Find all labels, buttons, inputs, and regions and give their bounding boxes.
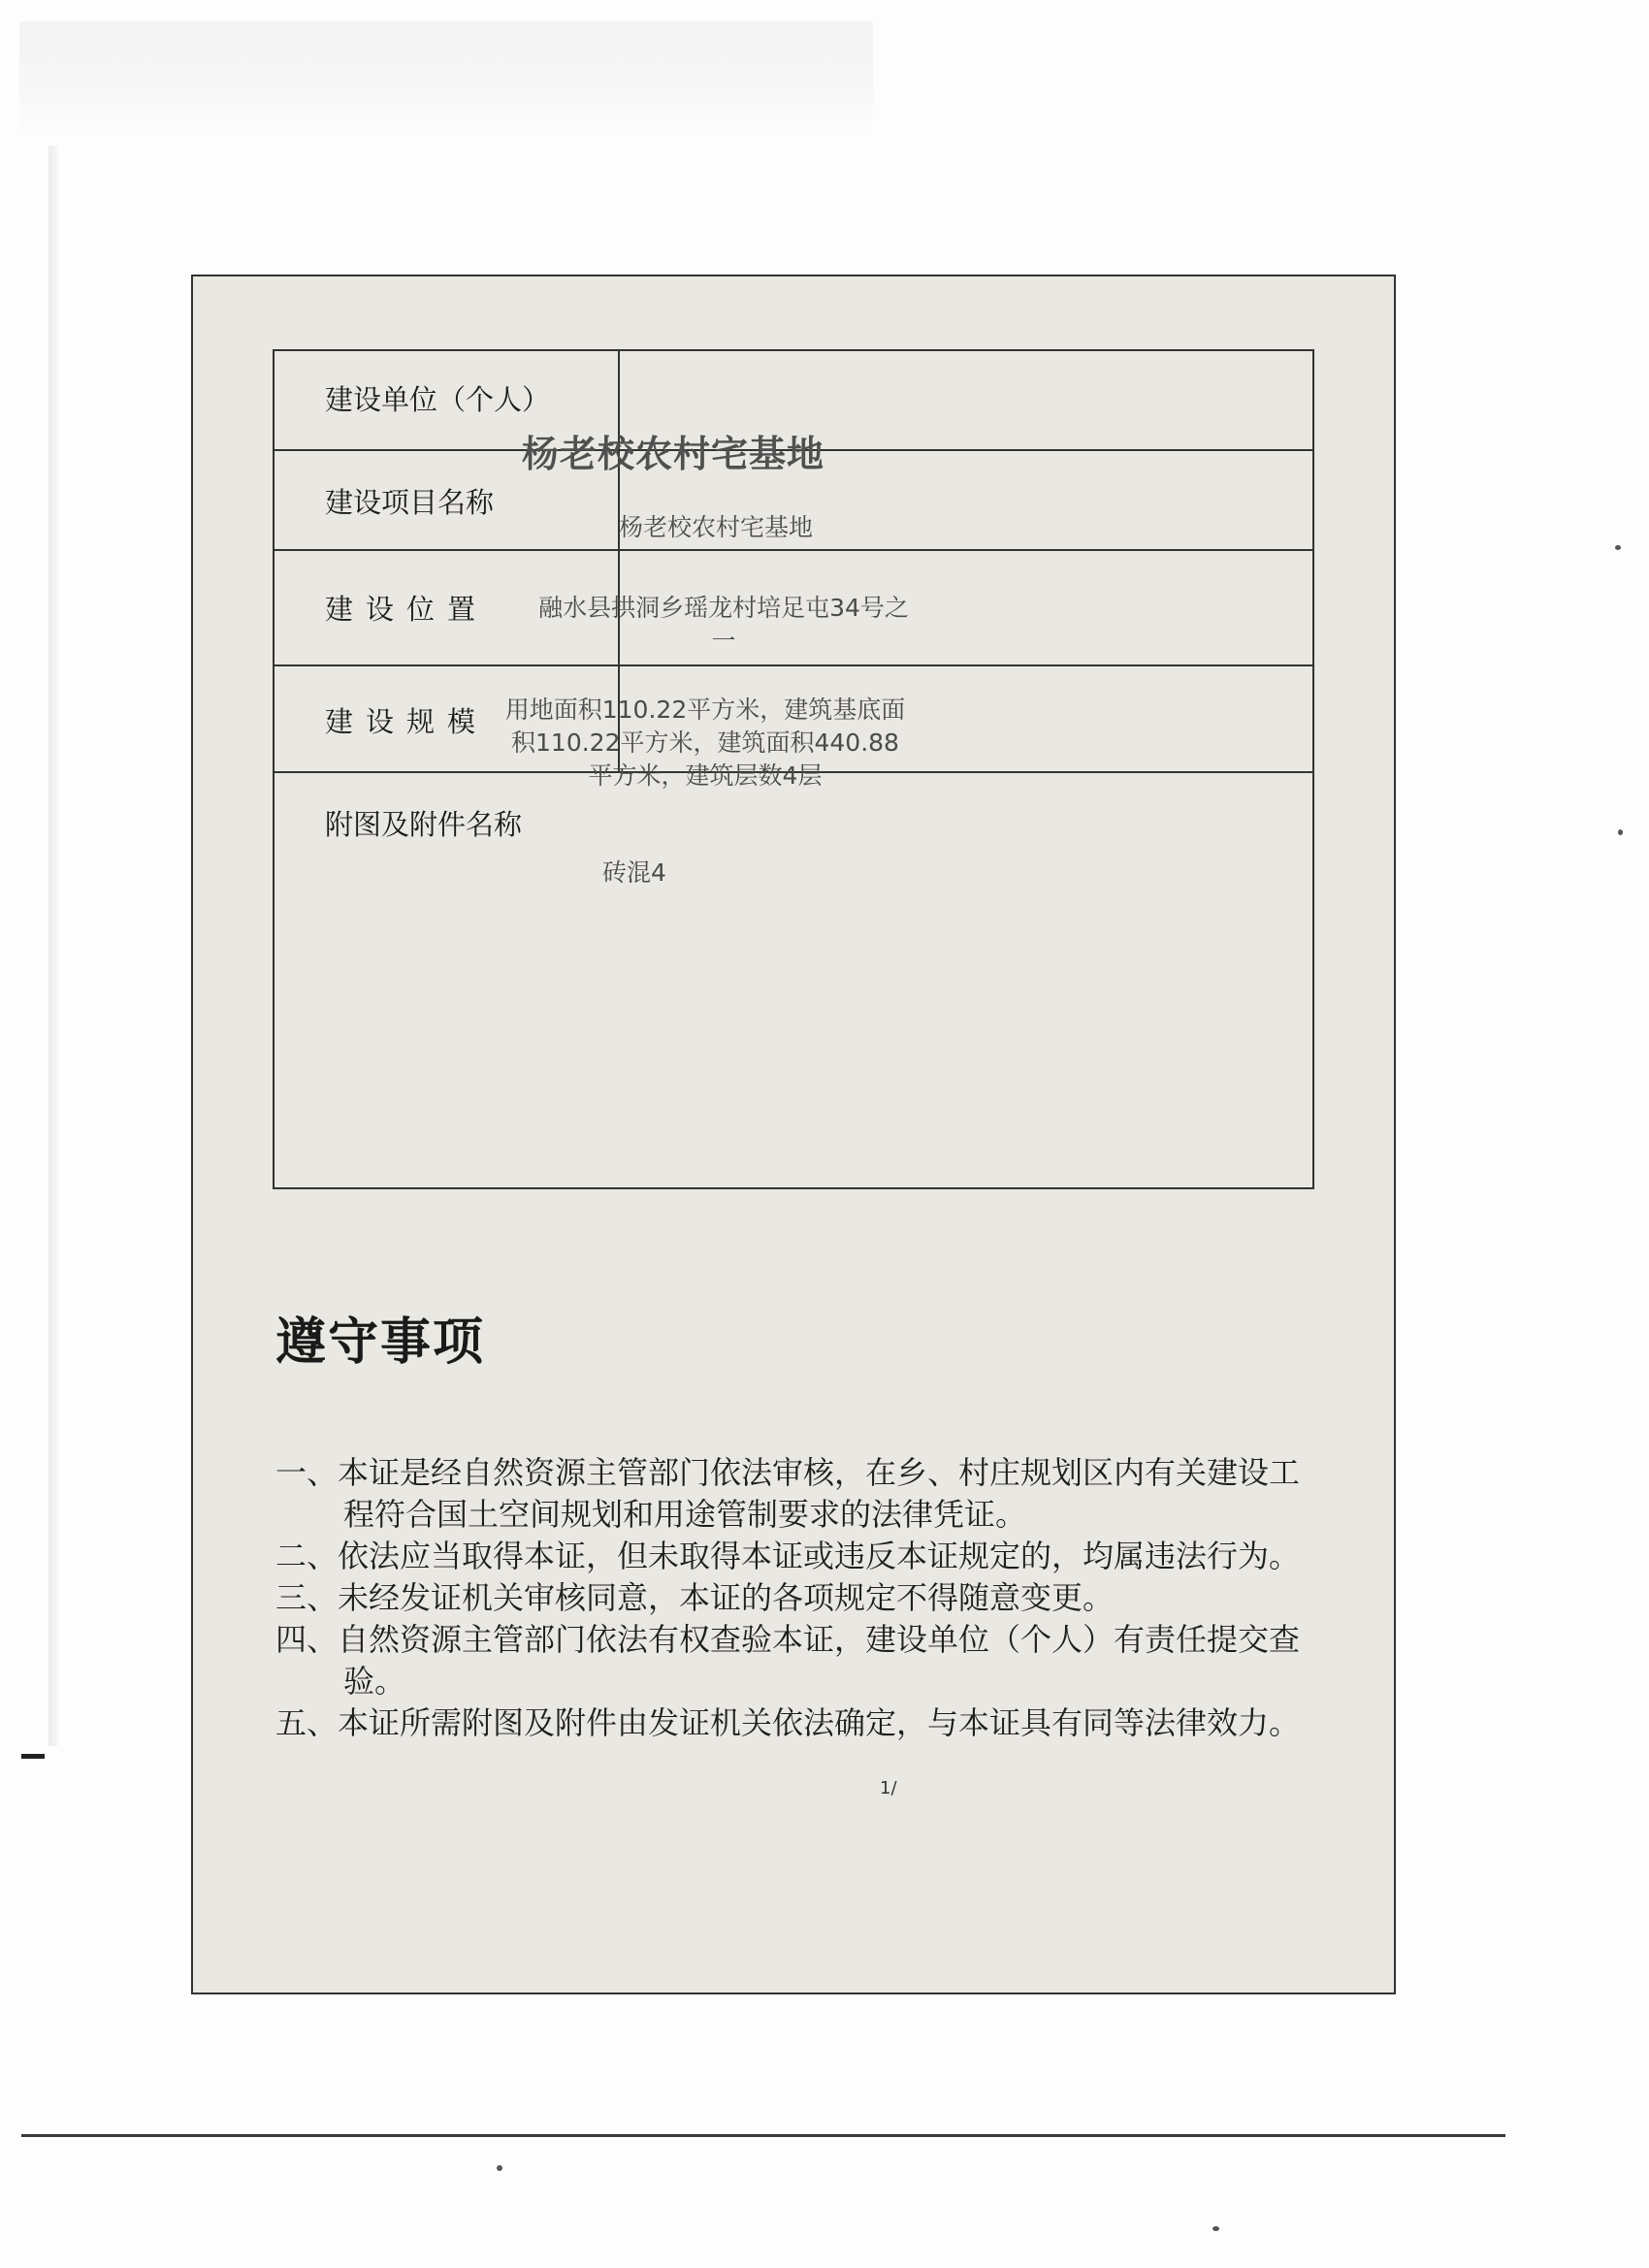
label-scale: 建设规模 bbox=[325, 705, 489, 738]
value-attachments: 砖混4 bbox=[602, 859, 666, 887]
label-construction-unit: 建设单位（个人） bbox=[325, 383, 551, 416]
certificate-page bbox=[191, 275, 1396, 1994]
value-project-name: 杨老校农村宅基地 bbox=[619, 513, 814, 541]
rule-item: 三、未经发证机关审核同意，本证的各项规定不得随意变更。 bbox=[275, 1579, 1115, 1616]
rule-item: 四、自然资源主管部门依法有权查验本证，建设单位（个人）有责任提交查验。 bbox=[275, 1621, 1301, 1700]
page-number: 1/ bbox=[880, 1778, 897, 1798]
scan-shadow-left bbox=[48, 146, 58, 1746]
label-location: 建设位置 bbox=[325, 593, 489, 626]
value-construction-unit: 杨老校农村宅基地 bbox=[522, 433, 825, 475]
rule-item: 五、本证所需附图及附件由发证机关依法确定，与本证具有同等法律效力。 bbox=[275, 1704, 1301, 1741]
scan-speck bbox=[1212, 2226, 1219, 2231]
value-scale: 用地面积110.22平方米，建筑基底面积110.22平方米，建筑面积440.88平方米，建筑层数4层 bbox=[504, 696, 906, 790]
label-attachments: 附图及附件名称 bbox=[325, 808, 523, 841]
rules-title: 遵守事项 bbox=[275, 1313, 486, 1372]
rule-item: 二、依法应当取得本证，但未取得本证或违反本证规定的，均属违法行为。 bbox=[275, 1538, 1301, 1574]
rules-list bbox=[275, 1452, 1323, 1744]
info-table bbox=[273, 349, 1314, 1189]
rule-item: 一、本证是经自然资源主管部门依法审核，在乡、村庄规划区内有关建设工程符合国土空间规划和用途管制要求的法律凭证。 bbox=[275, 1454, 1301, 1533]
scan-shadow-top bbox=[19, 21, 873, 138]
row-divider bbox=[275, 664, 1312, 666]
scan-speck bbox=[497, 2165, 502, 2171]
row-divider bbox=[275, 549, 1312, 551]
scan-mark bbox=[21, 1754, 45, 1759]
scan-speck bbox=[1618, 829, 1623, 835]
scan-bottom-line bbox=[21, 2134, 1505, 2137]
label-project-name: 建设项目名称 bbox=[325, 486, 495, 519]
scan-speck bbox=[1615, 545, 1621, 550]
value-location: 融水县拱洞乡瑶龙村培足屯34号之一 bbox=[538, 594, 909, 655]
